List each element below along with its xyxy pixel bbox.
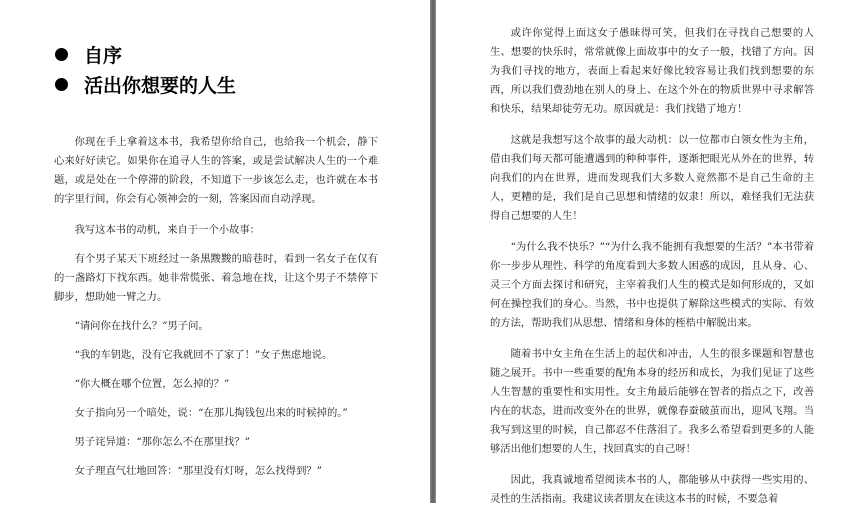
left-page-body	[54, 133, 378, 491]
dialogue-line: 女子指向另一个暗处，说：“在那儿掏钱包出来的时候掉的。”	[74, 407, 348, 419]
dialogue-line: 男子诧异道：“那你怎么不在那里找？”	[74, 436, 250, 448]
right-page-body	[490, 24, 814, 519]
left-page	[0, 0, 430, 503]
heading-text: 自序	[84, 44, 123, 67]
dialogue-line: 女子理直气壮地回答：“那里没有灯呀，怎么找得到？”	[74, 465, 322, 477]
bullet-icon	[55, 48, 68, 61]
dialogue-line: “请问你在找什么？”男子问。	[74, 320, 209, 332]
paragraph: 我写这本书的动机，来自于一个小故事：	[74, 224, 260, 236]
paragraph: 有个男子某天下班经过一条黑黢黢的暗巷时，看到一名女子在仅有的一盏路灯下找东西。她非常慌张、着急地在找，让这个男子不禁停下脚步，想助她一臂之力。	[54, 253, 378, 303]
dialogue-line: “我的车钥匙，没有它我就回不了家了！”女子焦虑地说。	[74, 349, 333, 361]
heading-subtitle	[55, 70, 236, 98]
chapter-headings	[55, 40, 236, 100]
paragraph: 随着书中女主角在生活上的起伏和冲击，人生的很多课题和智慧也随之展开。书中一些重要的配角本身的经历和成长，为我们见证了这些人生智慧的重要性和实用性。女主角最后能够在智者的指点之下，改善内在的状态，进而改变外在的世界，就像春蚕破茧而出，迎风飞翔。当我写到这里的时候，自己都忍不住落泪了。我多么希望看到更多的人能够活出他们想要的人生，找回真实的自己呀！	[490, 348, 814, 455]
heading-preface	[55, 40, 236, 68]
heading-text: 活出你想要的人生	[84, 74, 237, 97]
paragraph: 这就是我想写这个故事的最大动机：以一位都市白领女性为主角，借由我们每天都可能遭遇到的种种事件，逐渐把眼光从外在的世界，转向我们的内在世界，进而发现我们大多数人竟然都不是自己生命的主人，更糟的是，我们是自己思想和情绪的奴隶！所以，难怪我们无法获得自己想要的人生！	[490, 134, 814, 222]
bullet-icon	[55, 78, 68, 91]
paragraph: 你现在手上拿着这本书，我希望你给自己，也给我一个机会，静下心来好好读它。如果你在追寻人生的答案，或是尝试解决人生的一个难题，或是处在一个停滞的阶段，不知道下一步该怎么走，也许就在本书的字里行间，你会有心领神会的一刻，答案因而自动浮现。	[54, 136, 378, 205]
paragraph: 或许你觉得上面这女子愚昧得可笑，但我们在寻找自己想要的人生、想要的快乐时，常常就像上面故事中的女子一般，找错了方向。因为我们寻找的地方，表面上看起来好像比较容易让我们找到想要的东西，所以我们费劲地在别人的身上、在这个外在的物质世界中寻求解答和快乐，结果却徒劳无功。原因就是：我们找错了地方！	[490, 27, 814, 115]
paragraph: “为什么我不快乐？”“为什么我不能拥有我想要的生活？”本书带着你一步步从理性、科学的角度看到大多数人困惑的成因，且从身、心、灵三个方面去探讨和研究，主宰着我们人生的模式是如何形成的，又如何在操控我们的身心。当然，书中也提供了解除这些模式的实际、有效的方法，帮助我们从思想、情绪和身体的桎梏中解脱出来。	[490, 241, 814, 329]
paragraph: 因此，我真诚地希望阅读本书的人，都能够从中获得一些实用的、灵性的生活指南。我建议读者朋友在读这本书的时候，不要急着	[490, 474, 814, 505]
dialogue-line: “你大概在哪个位置，怎么掉的？”	[74, 378, 230, 390]
